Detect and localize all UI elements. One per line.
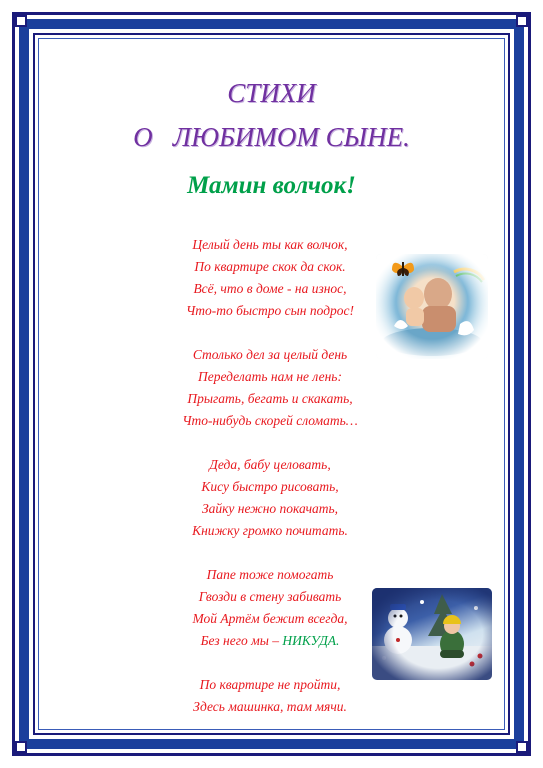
poem-line: Всё, что в доме - на износ, (193, 281, 347, 296)
frame-corner-ornament (15, 15, 27, 27)
poem-line: Что-то быстро сын подрос! (185, 303, 355, 318)
poem-line: Прыгать, бегать и скакать, (187, 391, 353, 406)
poem-line: Книжку громко почитать. (192, 523, 348, 538)
poem-line: Папе тоже помогать (206, 567, 334, 582)
poem-line: Кису быстро рисовать, (201, 479, 339, 494)
poem-line-prefix: Без него мы – (200, 633, 283, 648)
frame-corner-ornament (516, 741, 528, 753)
poem-line: Переделать нам не лень: (198, 369, 342, 384)
page-title-line-1: СТИХИ (227, 78, 316, 108)
frame-corner-ornament (516, 15, 528, 27)
stanza-gap (140, 542, 400, 564)
poem-line: По квартире не пройти, (199, 677, 341, 692)
stanza-gap (140, 432, 400, 454)
son-winter-photo (372, 588, 492, 680)
poem-title: Мамин волчок! (187, 172, 356, 199)
poem-highlight-word: НИКУДА. (282, 633, 340, 648)
poem-line: Гвозди в стену забивать (198, 589, 342, 604)
stanza-gap (140, 322, 400, 344)
family-photo-father-son (376, 254, 488, 359)
poem-body (140, 234, 400, 718)
stanza-gap (140, 652, 400, 674)
poem-line: Целый день ты как волчок, (192, 237, 348, 252)
poem-line: Что-нибудь скорей сломать… (182, 413, 358, 428)
poem-line: Здесь машинка, там мячи. (193, 699, 347, 714)
page-title-line-2 (40, 122, 503, 152)
poem-line: Столько дел за целый день (192, 347, 348, 362)
frame-corner-ornament (15, 741, 27, 753)
poem-line: Деда, бабу целовать, (209, 457, 331, 472)
poem-line: Мой Артём бежит всегда, (192, 611, 348, 626)
page-title-text: О ЛЮБИМОМ СЫНЕ. (133, 122, 410, 152)
poem-line: Зайку нежно покачать, (201, 501, 339, 516)
poem-line: По квартире скок да скок. (194, 259, 346, 274)
poem-line (140, 630, 400, 652)
